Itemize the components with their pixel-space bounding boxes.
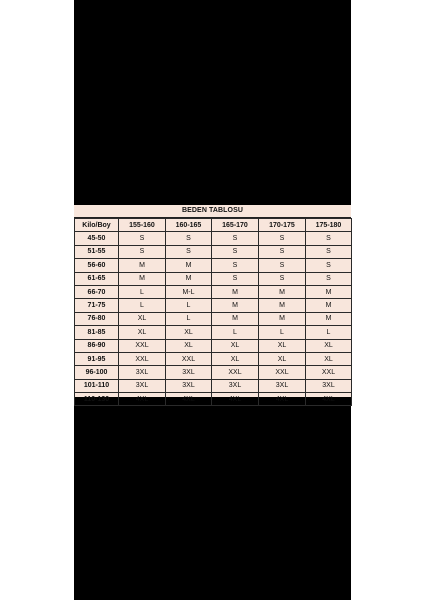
size-cell: XL (119, 312, 166, 325)
size-cell: S (119, 245, 166, 258)
size-cell: M (212, 285, 259, 298)
size-cell: S (166, 232, 212, 245)
corner-header: Kilo/Boy (75, 219, 119, 232)
size-cell: S (119, 232, 166, 245)
size-cell: 3XL (259, 379, 306, 392)
size-cell: M (306, 285, 352, 298)
size-cell: 3XL (212, 379, 259, 392)
weight-row-header: 51-55 (75, 245, 119, 258)
size-cell: M-L (166, 285, 212, 298)
height-column-header: 170-175 (259, 219, 306, 232)
size-cell: XL (212, 352, 259, 365)
size-cell: 3XL (306, 379, 352, 392)
size-cell: 3XL (119, 366, 166, 379)
table-row (75, 272, 352, 285)
size-cell: M (166, 272, 212, 285)
size-cell: 3XL (119, 379, 166, 392)
size-chart-body (75, 232, 352, 406)
size-chart-image (74, 205, 351, 403)
size-cell: XXL (306, 366, 352, 379)
size-cell: 4XL (259, 393, 306, 406)
weight-row-header: 61-65 (75, 272, 119, 285)
size-cell: M (166, 259, 212, 272)
size-cell: S (166, 245, 212, 258)
size-cell: L (212, 326, 259, 339)
size-cell: M (212, 299, 259, 312)
size-cell: 4XL (212, 393, 259, 406)
table-row (75, 299, 352, 312)
weight-row-header: 91-95 (75, 352, 119, 365)
size-cell: M (306, 312, 352, 325)
size-cell: S (212, 232, 259, 245)
size-cell: 3XL (166, 379, 212, 392)
table-row (75, 393, 352, 406)
table-row (75, 259, 352, 272)
size-cell: M (259, 285, 306, 298)
size-cell: S (306, 232, 352, 245)
table-row (75, 352, 352, 365)
size-cell: 3XL (166, 366, 212, 379)
size-cell: XXL (259, 366, 306, 379)
size-cell: XXL (166, 352, 212, 365)
size-cell: 4XL (119, 393, 166, 406)
size-cell: S (259, 272, 306, 285)
size-cell: XL (306, 339, 352, 352)
table-row (75, 339, 352, 352)
height-column-header: 155-160 (119, 219, 166, 232)
size-cell: XL (212, 339, 259, 352)
size-cell: S (306, 272, 352, 285)
size-cell: XL (306, 352, 352, 365)
size-cell: XXL (119, 339, 166, 352)
table-row (75, 312, 352, 325)
size-cell: M (259, 312, 306, 325)
size-chart-table (74, 218, 352, 406)
table-row (75, 285, 352, 298)
size-cell: S (212, 259, 259, 272)
size-cell: S (306, 259, 352, 272)
size-cell: XL (166, 326, 212, 339)
size-cell: M (259, 299, 306, 312)
size-cell: S (259, 259, 306, 272)
size-cell: S (259, 232, 306, 245)
size-cell: L (166, 299, 212, 312)
weight-row-header: 66-70 (75, 285, 119, 298)
size-cell: M (119, 272, 166, 285)
size-cell: L (306, 326, 352, 339)
table-row (75, 245, 352, 258)
size-cell: XXL (119, 352, 166, 365)
size-cell: L (119, 285, 166, 298)
size-cell: 4XL (306, 393, 352, 406)
weight-row-header: 101-110 (75, 379, 119, 392)
size-cell: XL (166, 339, 212, 352)
size-cell: L (119, 299, 166, 312)
size-cell: XL (119, 326, 166, 339)
size-cell: S (306, 245, 352, 258)
size-cell: L (259, 326, 306, 339)
size-cell: S (212, 245, 259, 258)
weight-row-header: 76-80 (75, 312, 119, 325)
header-row (75, 219, 352, 232)
size-cell: M (119, 259, 166, 272)
size-cell: M (212, 312, 259, 325)
size-cell: L (166, 312, 212, 325)
table-row (75, 326, 352, 339)
table-row (75, 232, 352, 245)
weight-row-header: 71-75 (75, 299, 119, 312)
size-cell: 4XL (166, 393, 212, 406)
size-cell: S (212, 272, 259, 285)
weight-row-header: 56-60 (75, 259, 119, 272)
height-column-header: 165-170 (212, 219, 259, 232)
size-cell: XXL (212, 366, 259, 379)
size-cell: M (306, 299, 352, 312)
weight-row-header: 81-85 (75, 326, 119, 339)
weight-row-header: 45-50 (75, 232, 119, 245)
table-row (75, 366, 352, 379)
weight-row-header: 96-100 (75, 366, 119, 379)
size-cell: XL (259, 339, 306, 352)
size-chart-title: BEDEN TABLOSU (74, 205, 351, 218)
table-row (75, 379, 352, 392)
size-cell: XL (259, 352, 306, 365)
weight-row-header: 86-90 (75, 339, 119, 352)
size-cell: S (259, 245, 306, 258)
height-column-header: 160-165 (166, 219, 212, 232)
height-column-header: 175-180 (306, 219, 352, 232)
weight-row-header: 110-130 (75, 393, 119, 406)
